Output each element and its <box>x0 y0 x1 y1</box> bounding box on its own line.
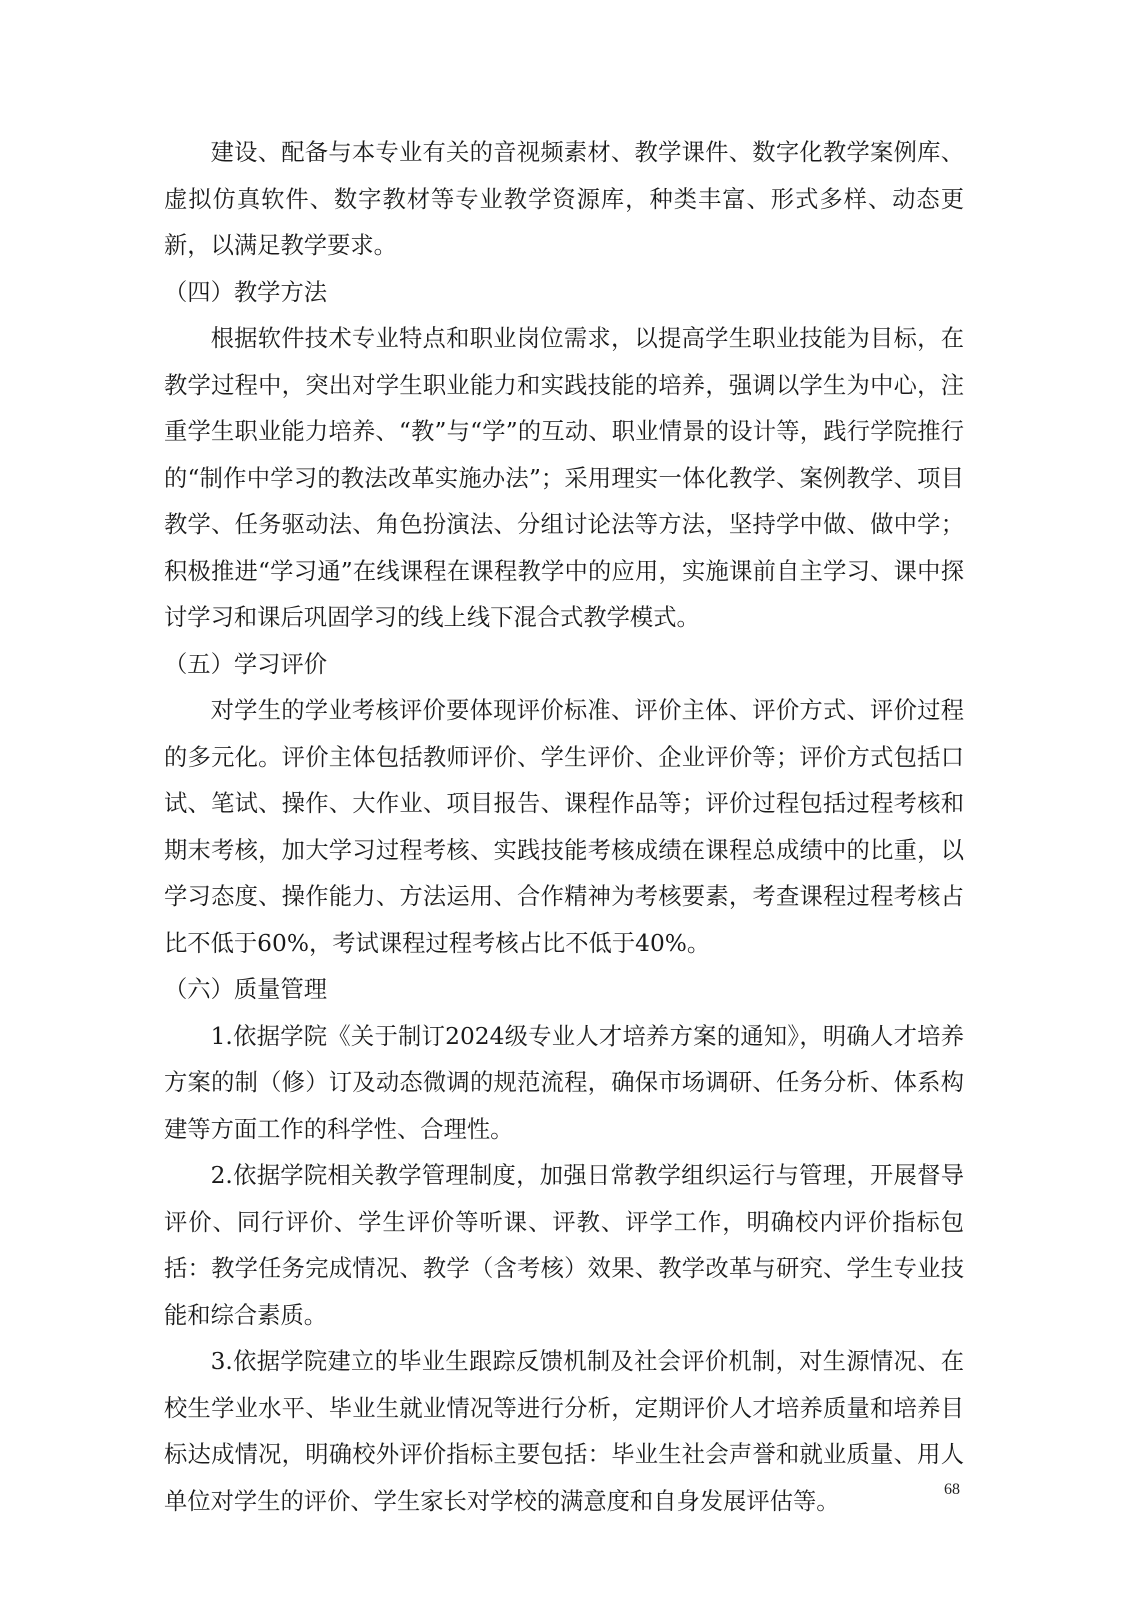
section-heading-quality-management: （六）质量管理 <box>164 976 328 1003</box>
section-heading-teaching-methods: （四）教学方法 <box>164 278 328 306</box>
paragraph-quality-item-1: 1.依据学院《关于制订2024级专业人才培养方案的通知》，明确人才培养方案的制（修）订及动态微调的规范流程，确保市场调研、任务分析、体系构建等方面工作的科学性、合理性。 <box>164 1022 964 1143</box>
section-heading-learning-evaluation: （五）学习评价 <box>164 650 328 678</box>
page-number: 68 <box>944 1481 960 1498</box>
paragraph-resources: 建设、配备与本专业有关的音视频素材、教学课件、数字化教学案例库、虚拟仿真软件、数字教材等专业教学资源库，种类丰富、形式多样、动态更新，以满足教学要求。 <box>164 139 964 259</box>
paragraph-teaching-methods: 根据软件技术专业特点和职业岗位需求，以提高学生职业技能为目标，在教学过程中，突出对学生职业能力和实践技能的培养，强调以学生为中心，注重学生职业能力培养、“教”与“学”的互动、职业情景的设计等，践行学院推行的“制作中学习的教法改革实施办法”；采用理实一体化教学、案例教学、项目教学、任务驱动法、角色扮演法、分组讨论法等方法，坚持学中做、做中学；积极推进“学习通”在线课程在课程教学中的应用，实施课前自主学习、课中探讨学习和课后巩固学习的线上线下混合式教学模式。 <box>164 325 964 631</box>
paragraph-quality-item-2: 2.依据学院相关教学管理制度，加强日常教学组织运行与管理，开展督导评价、同行评价、学生评价等听课、评教、评学工作，明确校内评价指标包括：教学任务完成情况、教学（含考核）效果、教学改革与研究、学生专业技能和综合素质。 <box>164 1162 964 1329</box>
page-body <box>164 130 964 1525</box>
paragraph-learning-evaluation: 对学生的学业考核评价要体现评价标准、评价主体、评价方式、评价过程的多元化。评价主体包括教师评价、学生评价、企业评价等；评价方式包括口试、笔试、操作、大作业、项目报告、课程作品等；评价过程包括过程考核和期末考核，加大学习过程考核、实践技能考核成绩在课程总成绩中的比重，以学习态度、操作能力、方法运用、合作精神为考核要素，考查课程过程考核占比不低于60%，考试课程过程考核占比不低于40%。 <box>164 697 964 957</box>
paragraph-quality-item-3: 3.依据学院建立的毕业生跟踪反馈机制及社会评价机制，对生源情况、在校生学业水平、毕业生就业情况等进行分析，定期评价人才培养质量和培养目标达成情况，明确校外评价指标主要包括：毕业生社会声誉和就业质量、用人单位对学生的评价、学生家长对学校的满意度和自身发展评估等。 <box>164 1348 964 1515</box>
